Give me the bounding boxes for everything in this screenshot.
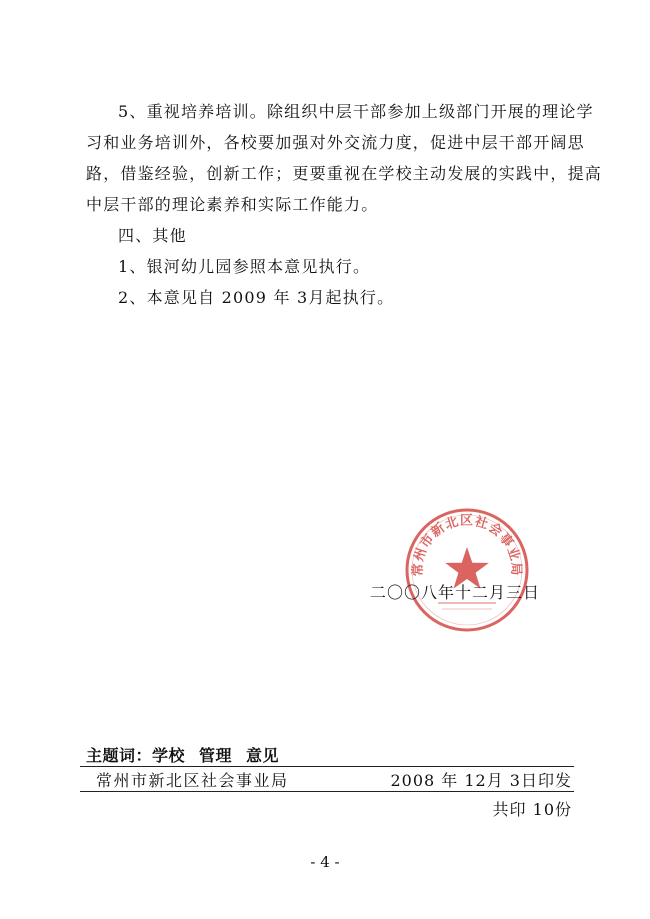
body-text — [86, 96, 606, 313]
divider-top — [80, 766, 574, 767]
print-copies: 共印 10份 — [492, 800, 572, 819]
keywords-label: 主题词： — [86, 746, 153, 765]
paragraph-effective-date: 2、本意见自 2009 年 3月起执行。 — [118, 288, 395, 307]
seal-text: 常州市新北区社会事业局 — [410, 513, 524, 577]
paragraph-kindergarten: 1、银河幼儿园参照本意见执行。 — [118, 257, 371, 276]
divider-bottom — [80, 791, 574, 792]
keyword: 管理 — [199, 746, 233, 765]
section-heading-other: 四、其他 — [118, 226, 187, 245]
paragraph-training: 5、重视培养培训。除组织中层干部参加上级部门开展的理论学习和业务培训外，各校要加强对外交流力度，促进中层干部开阔思路，借鉴经验，创新工作；更要重视在学校主动发展的实践中，提高中层干部的理论素养和实际工作能力。 — [86, 102, 603, 214]
keyword: 学校 — [152, 746, 186, 765]
issuing-office: 常州市新北区社会事业局 — [96, 771, 289, 790]
official-seal-stamp — [402, 505, 532, 635]
page-number: - 4 - — [310, 853, 340, 871]
subject-keywords — [86, 743, 293, 766]
signature-date: 二〇〇八年十二月三日 — [370, 583, 541, 602]
print-date: 2008 年 12月 3日印发 — [390, 771, 572, 790]
keyword: 意见 — [246, 746, 280, 765]
